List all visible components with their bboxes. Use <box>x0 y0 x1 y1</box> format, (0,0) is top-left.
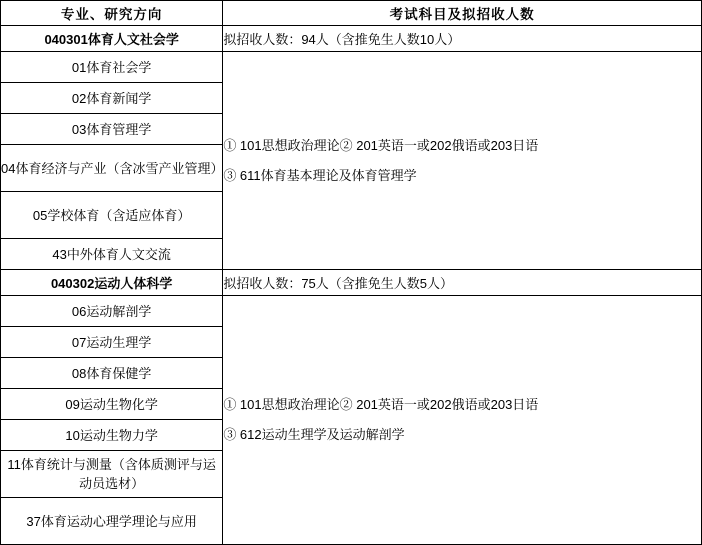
table-row <box>1 52 702 83</box>
header-cell-subjects: 考试科目及拟招收人数 <box>223 1 702 26</box>
exam-subject-line: ① 101思想政治理论② 201英语一或202俄语或203日语 <box>223 137 539 153</box>
header-cell-major: 专业、研究方向 <box>1 1 223 26</box>
group-header-row <box>1 270 702 296</box>
exam-subject-line: ③ 612运动生理学及运动解剖学 <box>223 427 405 442</box>
exam-subjects-cell <box>223 52 702 270</box>
enrollment-count: 拟招收人数：94人（含推免生人数10人） <box>223 26 702 52</box>
major-code-name: 040302运动人体科学 <box>1 270 223 296</box>
direction-item: 01体育社会学 <box>1 52 223 83</box>
enrollment-count: 拟招收人数：75人（含推免生人数5人） <box>223 270 702 296</box>
direction-item: 08体育保健学 <box>1 358 223 389</box>
direction-item: 06运动解剖学 <box>1 296 223 327</box>
group-header-row <box>1 26 702 52</box>
direction-item: 05学校体育（含适应体育） <box>1 192 223 239</box>
direction-item: 04体育经济与产业（含冰雪产业管理） <box>1 145 223 192</box>
direction-item: 07运动生理学 <box>1 327 223 358</box>
direction-item: 11体育统计与测量（含体质测评与运动员选材） <box>1 451 223 498</box>
exam-subject-line: ③ 611体育基本理论及体育管理学 <box>223 167 417 183</box>
exam-subjects-cell <box>223 296 702 545</box>
direction-item: 03体育管理学 <box>1 114 223 145</box>
direction-item: 02体育新闻学 <box>1 83 223 114</box>
table-header-row <box>1 1 702 26</box>
direction-item: 10运动生物力学 <box>1 420 223 451</box>
direction-item: 09运动生物化学 <box>1 389 223 420</box>
direction-item: 37体育运动心理学理论与应用 <box>1 498 223 545</box>
table-row <box>1 296 702 327</box>
exam-subject-line: ① 101思想政治理论② 201英语一或202俄语或203日语 <box>223 397 539 412</box>
major-code-name: 040301体育人文社会学 <box>1 26 223 52</box>
direction-item: 43中外体育人文交流 <box>1 239 223 270</box>
